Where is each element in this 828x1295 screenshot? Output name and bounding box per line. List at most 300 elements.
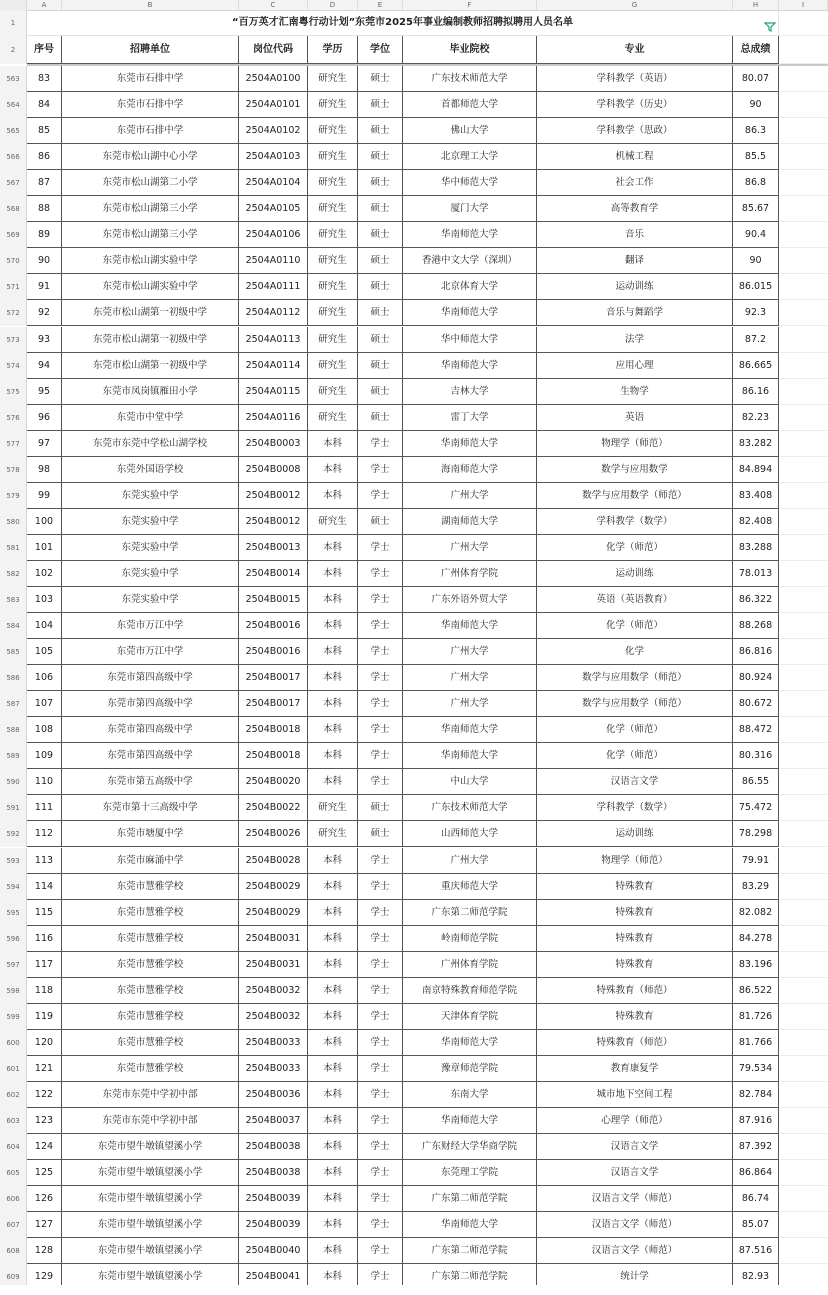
filter-icon[interactable] — [764, 22, 776, 32]
table-cell[interactable]: 学士 — [358, 1238, 403, 1264]
table-cell[interactable]: 86.8 — [733, 170, 779, 196]
table-cell[interactable]: 学士 — [358, 1108, 403, 1134]
empty-cell[interactable] — [779, 691, 828, 717]
table-cell[interactable]: 华南师范大学 — [403, 222, 537, 248]
table-cell[interactable]: 本科 — [308, 665, 358, 691]
row-number[interactable]: 567 — [0, 170, 27, 196]
table-cell[interactable]: 广州体育学院 — [403, 952, 537, 978]
table-cell[interactable]: 东莞市石排中学 — [62, 66, 239, 92]
table-cell[interactable]: 化学（师范） — [537, 743, 733, 769]
table-cell[interactable]: 本科 — [308, 978, 358, 1004]
table-cell[interactable]: 学士 — [358, 926, 403, 952]
row-number[interactable]: 581 — [0, 535, 27, 561]
table-cell[interactable]: 本科 — [308, 613, 358, 639]
table-cell[interactable]: 东莞市中堂中学 — [62, 405, 239, 431]
table-cell[interactable]: 85.07 — [733, 1212, 779, 1238]
table-cell[interactable]: 2504B0040 — [239, 1238, 308, 1264]
table-cell[interactable]: 2504B0018 — [239, 743, 308, 769]
table-cell[interactable]: 128 — [27, 1238, 62, 1264]
table-cell[interactable]: 2504B0008 — [239, 457, 308, 483]
row-number[interactable]: 599 — [0, 1004, 27, 1030]
table-cell[interactable]: 东莞市麻涌中学 — [62, 848, 239, 874]
empty-cell[interactable] — [779, 144, 828, 170]
empty-cell[interactable] — [779, 561, 828, 587]
row-number[interactable]: 606 — [0, 1186, 27, 1212]
table-cell[interactable]: 2504B0012 — [239, 509, 308, 535]
header-cell[interactable]: 专业 — [537, 36, 733, 64]
table-cell[interactable]: 84.278 — [733, 926, 779, 952]
table-cell[interactable]: 本科 — [308, 1212, 358, 1238]
table-cell[interactable]: 广东第二师范学院 — [403, 1238, 537, 1264]
empty-cell[interactable] — [779, 66, 828, 92]
table-cell[interactable]: 东莞市万江中学 — [62, 639, 239, 665]
table-cell[interactable]: 126 — [27, 1186, 62, 1212]
table-cell[interactable]: 翻译 — [537, 248, 733, 274]
row-number[interactable]: 571 — [0, 274, 27, 300]
table-cell[interactable]: 学士 — [358, 1160, 403, 1186]
table-cell[interactable]: 化学（师范） — [537, 535, 733, 561]
table-cell[interactable]: 应用心理 — [537, 353, 733, 379]
row-number[interactable]: 602 — [0, 1082, 27, 1108]
table-cell[interactable]: 运动训练 — [537, 821, 733, 847]
empty-cell[interactable] — [779, 769, 828, 795]
column-header-f[interactable]: F — [403, 0, 537, 10]
table-cell[interactable]: 82.408 — [733, 509, 779, 535]
table-cell[interactable]: 114 — [27, 874, 62, 900]
table-cell[interactable]: 化学 — [537, 639, 733, 665]
table-cell[interactable]: 86 — [27, 144, 62, 170]
table-cell[interactable]: 87.916 — [733, 1108, 779, 1134]
table-cell[interactable]: 东莞市望牛墩镇望溪小学 — [62, 1186, 239, 1212]
row-number[interactable]: 576 — [0, 405, 27, 431]
table-cell[interactable]: 80.924 — [733, 665, 779, 691]
table-cell[interactable]: 86.665 — [733, 353, 779, 379]
table-cell[interactable]: 学士 — [358, 848, 403, 874]
table-cell[interactable]: 东莞市塘厦中学 — [62, 821, 239, 847]
table-cell[interactable]: 东莞市松山湖第三小学 — [62, 196, 239, 222]
table-cell[interactable]: 汉语言文学（师范） — [537, 1212, 733, 1238]
table-cell[interactable]: 东莞市松山湖第二小学 — [62, 170, 239, 196]
row-number[interactable]: 595 — [0, 900, 27, 926]
table-cell[interactable]: 学士 — [358, 535, 403, 561]
table-cell[interactable]: 2504A0114 — [239, 353, 308, 379]
table-cell[interactable]: 2504A0112 — [239, 300, 308, 326]
empty-cell[interactable] — [779, 1264, 828, 1285]
table-cell[interactable]: 东莞市第四高级中学 — [62, 691, 239, 717]
row-number[interactable]: 605 — [0, 1160, 27, 1186]
table-cell[interactable]: 硕士 — [358, 821, 403, 847]
table-cell[interactable]: 厦门大学 — [403, 196, 537, 222]
row-number[interactable]: 578 — [0, 457, 27, 483]
table-cell[interactable]: 东莞市松山湖第一初级中学 — [62, 353, 239, 379]
row-number[interactable]: 1 — [0, 10, 27, 36]
table-cell[interactable]: 2504B0028 — [239, 848, 308, 874]
table-cell[interactable]: 硕士 — [358, 118, 403, 144]
table-cell[interactable]: 85.67 — [733, 196, 779, 222]
table-cell[interactable]: 学科教学（历史） — [537, 92, 733, 118]
table-cell[interactable]: 98 — [27, 457, 62, 483]
table-cell[interactable]: 华中师范大学 — [403, 327, 537, 353]
table-cell[interactable]: 学士 — [358, 1134, 403, 1160]
row-number[interactable]: 588 — [0, 717, 27, 743]
row-number[interactable]: 608 — [0, 1238, 27, 1264]
table-cell[interactable]: 78.298 — [733, 821, 779, 847]
table-cell[interactable]: 硕士 — [358, 327, 403, 353]
table-cell[interactable]: 化学（师范） — [537, 613, 733, 639]
table-cell[interactable]: 2504B0012 — [239, 483, 308, 509]
empty-cell[interactable] — [779, 535, 828, 561]
table-cell[interactable]: 2504B0036 — [239, 1082, 308, 1108]
table-cell[interactable]: 学科教学（思政） — [537, 118, 733, 144]
table-cell[interactable]: 研究生 — [308, 118, 358, 144]
table-cell[interactable]: 学士 — [358, 978, 403, 1004]
table-cell[interactable]: 东莞市慧雅学校 — [62, 900, 239, 926]
table-cell[interactable]: 研究生 — [308, 274, 358, 300]
table-cell[interactable]: 湖南师范大学 — [403, 509, 537, 535]
table-cell[interactable]: 116 — [27, 926, 62, 952]
empty-cell[interactable] — [779, 248, 828, 274]
row-number[interactable]: 609 — [0, 1264, 27, 1285]
empty-cell[interactable] — [779, 1108, 828, 1134]
table-cell[interactable]: 特殊教育 — [537, 926, 733, 952]
empty-cell[interactable] — [779, 222, 828, 248]
row-number[interactable]: 607 — [0, 1212, 27, 1238]
table-cell[interactable]: 86.015 — [733, 274, 779, 300]
table-cell[interactable]: 研究生 — [308, 509, 358, 535]
empty-cell[interactable] — [779, 431, 828, 457]
table-cell[interactable]: 广东技术师范大学 — [403, 795, 537, 821]
table-cell[interactable]: 2504B0031 — [239, 952, 308, 978]
table-cell[interactable]: 东莞市望牛墩镇望溪小学 — [62, 1212, 239, 1238]
table-cell[interactable]: 硕士 — [358, 509, 403, 535]
table-cell[interactable]: 重庆师范大学 — [403, 874, 537, 900]
sheet-title[interactable]: “百万英才汇南粤行动计划”东莞市2025年事业编制教师招聘拟聘用人员名单 — [27, 10, 779, 36]
table-cell[interactable]: 本科 — [308, 848, 358, 874]
table-cell[interactable]: 75.472 — [733, 795, 779, 821]
empty-cell[interactable] — [779, 1056, 828, 1082]
table-cell[interactable]: 95 — [27, 379, 62, 405]
table-cell[interactable]: 东莞市慧雅学校 — [62, 978, 239, 1004]
table-cell[interactable]: 89 — [27, 222, 62, 248]
table-cell[interactable]: 83.288 — [733, 535, 779, 561]
row-number[interactable]: 584 — [0, 613, 27, 639]
table-cell[interactable]: 广东财经大学华商学院 — [403, 1134, 537, 1160]
table-cell[interactable]: 机械工程 — [537, 144, 733, 170]
row-number[interactable]: 566 — [0, 144, 27, 170]
table-cell[interactable]: 统计学 — [537, 1264, 733, 1285]
table-cell[interactable]: 90 — [27, 248, 62, 274]
table-cell[interactable]: 118 — [27, 978, 62, 1004]
table-cell[interactable]: 学士 — [358, 1056, 403, 1082]
table-cell[interactable]: 本科 — [308, 639, 358, 665]
table-cell[interactable]: 86.3 — [733, 118, 779, 144]
header-cell[interactable]: 岗位代码 — [239, 36, 308, 64]
table-cell[interactable]: 本科 — [308, 769, 358, 795]
row-number[interactable]: 565 — [0, 118, 27, 144]
table-cell[interactable]: 本科 — [308, 1082, 358, 1108]
table-cell[interactable]: 特殊教育（师范） — [537, 978, 733, 1004]
table-cell[interactable]: 92.3 — [733, 300, 779, 326]
table-cell[interactable]: 中山大学 — [403, 769, 537, 795]
table-cell[interactable]: 2504A0101 — [239, 92, 308, 118]
table-cell[interactable]: 东莞实验中学 — [62, 483, 239, 509]
table-cell[interactable]: 东莞市东莞中学初中部 — [62, 1108, 239, 1134]
table-cell[interactable]: 物理学（师范） — [537, 848, 733, 874]
table-cell[interactable]: 研究生 — [308, 66, 358, 92]
row-number[interactable]: 591 — [0, 795, 27, 821]
table-cell[interactable]: 86.816 — [733, 639, 779, 665]
table-cell[interactable]: 硕士 — [358, 274, 403, 300]
table-cell[interactable]: 2504B0020 — [239, 769, 308, 795]
row-number[interactable]: 573 — [0, 327, 27, 353]
table-cell[interactable]: 硕士 — [358, 92, 403, 118]
table-cell[interactable]: 东莞市万江中学 — [62, 613, 239, 639]
row-number[interactable]: 592 — [0, 821, 27, 847]
table-cell[interactable]: 生物学 — [537, 379, 733, 405]
empty-cell[interactable] — [779, 353, 828, 379]
empty-cell[interactable] — [779, 509, 828, 535]
table-cell[interactable]: 豫章师范学院 — [403, 1056, 537, 1082]
table-cell[interactable]: 物理学（师范） — [537, 431, 733, 457]
table-cell[interactable]: 特殊教育 — [537, 900, 733, 926]
table-cell[interactable]: 东莞理工学院 — [403, 1160, 537, 1186]
empty-cell[interactable] — [779, 1238, 828, 1264]
column-header-e[interactable]: E — [358, 0, 403, 10]
table-cell[interactable]: 本科 — [308, 1186, 358, 1212]
table-cell[interactable]: 广州大学 — [403, 639, 537, 665]
table-cell[interactable]: 学士 — [358, 587, 403, 613]
table-cell[interactable]: 本科 — [308, 587, 358, 613]
table-cell[interactable]: 2504B0039 — [239, 1186, 308, 1212]
table-cell[interactable]: 90.4 — [733, 222, 779, 248]
empty-cell[interactable] — [779, 665, 828, 691]
table-cell[interactable]: 2504B0016 — [239, 613, 308, 639]
table-cell[interactable]: 东莞实验中学 — [62, 509, 239, 535]
table-cell[interactable]: 2504B0017 — [239, 665, 308, 691]
empty-cell[interactable] — [779, 10, 828, 36]
table-cell[interactable]: 88 — [27, 196, 62, 222]
table-cell[interactable]: 研究生 — [308, 821, 358, 847]
table-cell[interactable]: 高等教育学 — [537, 196, 733, 222]
table-cell[interactable]: 学士 — [358, 1004, 403, 1030]
table-cell[interactable]: 学科教学（数学） — [537, 509, 733, 535]
table-cell[interactable]: 82.93 — [733, 1264, 779, 1285]
table-cell[interactable]: 2504B0026 — [239, 821, 308, 847]
table-cell[interactable]: 2504B0029 — [239, 874, 308, 900]
table-cell[interactable]: 运动训练 — [537, 274, 733, 300]
table-cell[interactable]: 87.392 — [733, 1134, 779, 1160]
row-number[interactable]: 2 — [0, 36, 27, 64]
table-cell[interactable]: 东莞市第四高级中学 — [62, 665, 239, 691]
empty-cell[interactable] — [779, 821, 828, 847]
table-cell[interactable]: 122 — [27, 1082, 62, 1108]
table-cell[interactable]: 社会工作 — [537, 170, 733, 196]
row-number[interactable]: 598 — [0, 978, 27, 1004]
table-cell[interactable]: 117 — [27, 952, 62, 978]
table-cell[interactable]: 112 — [27, 821, 62, 847]
table-cell[interactable]: 东莞市望牛墩镇望溪小学 — [62, 1238, 239, 1264]
table-cell[interactable]: 东莞市松山湖中心小学 — [62, 144, 239, 170]
table-cell[interactable]: 2504B0033 — [239, 1030, 308, 1056]
table-cell[interactable]: 硕士 — [358, 300, 403, 326]
table-cell[interactable]: 2504A0110 — [239, 248, 308, 274]
column-header-d[interactable]: D — [308, 0, 358, 10]
table-cell[interactable]: 音乐与舞蹈学 — [537, 300, 733, 326]
table-cell[interactable]: 本科 — [308, 1004, 358, 1030]
table-cell[interactable]: 本科 — [308, 1160, 358, 1186]
empty-cell[interactable] — [779, 327, 828, 353]
table-cell[interactable]: 2504B0039 — [239, 1212, 308, 1238]
table-cell[interactable]: 广州大学 — [403, 691, 537, 717]
empty-cell[interactable] — [779, 483, 828, 509]
table-cell[interactable]: 本科 — [308, 561, 358, 587]
table-cell[interactable]: 东莞实验中学 — [62, 535, 239, 561]
table-cell[interactable]: 本科 — [308, 483, 358, 509]
table-cell[interactable]: 81.726 — [733, 1004, 779, 1030]
table-cell[interactable]: 2504B0031 — [239, 926, 308, 952]
table-cell[interactable]: 东莞市松山湖第一初级中学 — [62, 300, 239, 326]
table-cell[interactable]: 本科 — [308, 431, 358, 457]
table-cell[interactable]: 华南师范大学 — [403, 1108, 537, 1134]
table-cell[interactable]: 香港中文大学（深圳） — [403, 248, 537, 274]
empty-cell[interactable] — [779, 900, 828, 926]
table-cell[interactable]: 华南师范大学 — [403, 353, 537, 379]
table-cell[interactable]: 111 — [27, 795, 62, 821]
table-cell[interactable]: 特殊教育 — [537, 952, 733, 978]
header-cell[interactable]: 学历 — [308, 36, 358, 64]
empty-cell[interactable] — [779, 405, 828, 431]
table-cell[interactable]: 106 — [27, 665, 62, 691]
table-cell[interactable]: 学士 — [358, 743, 403, 769]
table-cell[interactable]: 90 — [733, 92, 779, 118]
table-cell[interactable]: 2504B0032 — [239, 1004, 308, 1030]
table-cell[interactable]: 华南师范大学 — [403, 300, 537, 326]
table-cell[interactable]: 123 — [27, 1108, 62, 1134]
row-number[interactable]: 570 — [0, 248, 27, 274]
table-cell[interactable]: 特殊教育（师范） — [537, 1030, 733, 1056]
table-cell[interactable]: 广州大学 — [403, 848, 537, 874]
table-cell[interactable]: 东莞市望牛墩镇望溪小学 — [62, 1134, 239, 1160]
row-number[interactable]: 574 — [0, 353, 27, 379]
empty-cell[interactable] — [779, 795, 828, 821]
table-cell[interactable]: 研究生 — [308, 379, 358, 405]
table-cell[interactable]: 本科 — [308, 743, 358, 769]
table-cell[interactable]: 北京理工大学 — [403, 144, 537, 170]
table-cell[interactable]: 85.5 — [733, 144, 779, 170]
table-cell[interactable]: 南京特殊教育师范学院 — [403, 978, 537, 1004]
table-cell[interactable]: 法学 — [537, 327, 733, 353]
table-cell[interactable]: 92 — [27, 300, 62, 326]
table-cell[interactable]: 104 — [27, 613, 62, 639]
table-cell[interactable]: 学士 — [358, 561, 403, 587]
empty-cell[interactable] — [779, 300, 828, 326]
table-cell[interactable]: 86.74 — [733, 1186, 779, 1212]
table-cell[interactable]: 华南师范大学 — [403, 613, 537, 639]
table-cell[interactable]: 广州大学 — [403, 483, 537, 509]
table-cell[interactable]: 东莞市东莞中学初中部 — [62, 1082, 239, 1108]
empty-cell[interactable] — [779, 170, 828, 196]
table-cell[interactable]: 广东第二师范学院 — [403, 900, 537, 926]
table-cell[interactable]: 86.322 — [733, 587, 779, 613]
table-cell[interactable]: 99 — [27, 483, 62, 509]
table-cell[interactable]: 研究生 — [308, 405, 358, 431]
table-cell[interactable]: 本科 — [308, 457, 358, 483]
table-cell[interactable]: 雷丁大学 — [403, 405, 537, 431]
table-cell[interactable]: 2504A0116 — [239, 405, 308, 431]
table-cell[interactable]: 学士 — [358, 1212, 403, 1238]
row-number[interactable]: 563 — [0, 66, 27, 92]
table-cell[interactable]: 103 — [27, 587, 62, 613]
table-cell[interactable]: 山西师范大学 — [403, 821, 537, 847]
table-cell[interactable]: 2504A0115 — [239, 379, 308, 405]
table-cell[interactable]: 华南师范大学 — [403, 1030, 537, 1056]
table-cell[interactable]: 研究生 — [308, 144, 358, 170]
table-cell[interactable]: 特殊教育 — [537, 874, 733, 900]
table-cell[interactable]: 129 — [27, 1264, 62, 1285]
row-number[interactable]: 579 — [0, 483, 27, 509]
table-cell[interactable]: 东莞实验中学 — [62, 561, 239, 587]
table-cell[interactable]: 本科 — [308, 1134, 358, 1160]
table-cell[interactable]: 88.472 — [733, 717, 779, 743]
empty-cell[interactable] — [779, 196, 828, 222]
table-cell[interactable]: 85 — [27, 118, 62, 144]
table-cell[interactable]: 2504A0104 — [239, 170, 308, 196]
table-cell[interactable]: 广东第二师范学院 — [403, 1186, 537, 1212]
table-cell[interactable]: 本科 — [308, 1238, 358, 1264]
table-cell[interactable]: 本科 — [308, 874, 358, 900]
header-cell[interactable]: 序号 — [27, 36, 62, 64]
row-number[interactable]: 580 — [0, 509, 27, 535]
column-header-c[interactable]: C — [239, 0, 308, 10]
table-cell[interactable]: 本科 — [308, 1264, 358, 1285]
column-header-g[interactable]: G — [537, 0, 733, 10]
table-cell[interactable]: 化学（师范） — [537, 717, 733, 743]
row-number[interactable]: 597 — [0, 952, 27, 978]
table-cell[interactable]: 84 — [27, 92, 62, 118]
table-cell[interactable]: 2504A0103 — [239, 144, 308, 170]
table-cell[interactable]: 2504A0113 — [239, 327, 308, 353]
table-cell[interactable]: 学科教学（数学） — [537, 795, 733, 821]
table-cell[interactable]: 82.082 — [733, 900, 779, 926]
table-cell[interactable]: 102 — [27, 561, 62, 587]
table-cell[interactable]: 东莞市松山湖实验中学 — [62, 274, 239, 300]
table-cell[interactable]: 学士 — [358, 717, 403, 743]
table-cell[interactable]: 本科 — [308, 717, 358, 743]
table-cell[interactable]: 83.196 — [733, 952, 779, 978]
table-cell[interactable]: 105 — [27, 639, 62, 665]
table-cell[interactable]: 华南师范大学 — [403, 743, 537, 769]
table-cell[interactable]: 东莞市凤岗镇雁田小学 — [62, 379, 239, 405]
table-cell[interactable]: 本科 — [308, 1030, 358, 1056]
table-cell[interactable]: 北京体育大学 — [403, 274, 537, 300]
table-cell[interactable]: 硕士 — [358, 144, 403, 170]
select-all-corner[interactable] — [0, 0, 27, 10]
table-cell[interactable]: 广州大学 — [403, 665, 537, 691]
empty-cell[interactable] — [779, 1030, 828, 1056]
table-cell[interactable]: 96 — [27, 405, 62, 431]
table-cell[interactable]: 研究生 — [308, 222, 358, 248]
table-cell[interactable]: 吉林大学 — [403, 379, 537, 405]
table-cell[interactable]: 113 — [27, 848, 62, 874]
column-header-h[interactable]: H — [733, 0, 779, 10]
table-cell[interactable]: 2504B0033 — [239, 1056, 308, 1082]
empty-cell[interactable] — [779, 92, 828, 118]
table-cell[interactable]: 125 — [27, 1160, 62, 1186]
table-cell[interactable]: 心理学（师范） — [537, 1108, 733, 1134]
table-cell[interactable]: 广东技术师范大学 — [403, 66, 537, 92]
table-cell[interactable]: 本科 — [308, 1108, 358, 1134]
table-cell[interactable]: 特殊教育 — [537, 1004, 733, 1030]
